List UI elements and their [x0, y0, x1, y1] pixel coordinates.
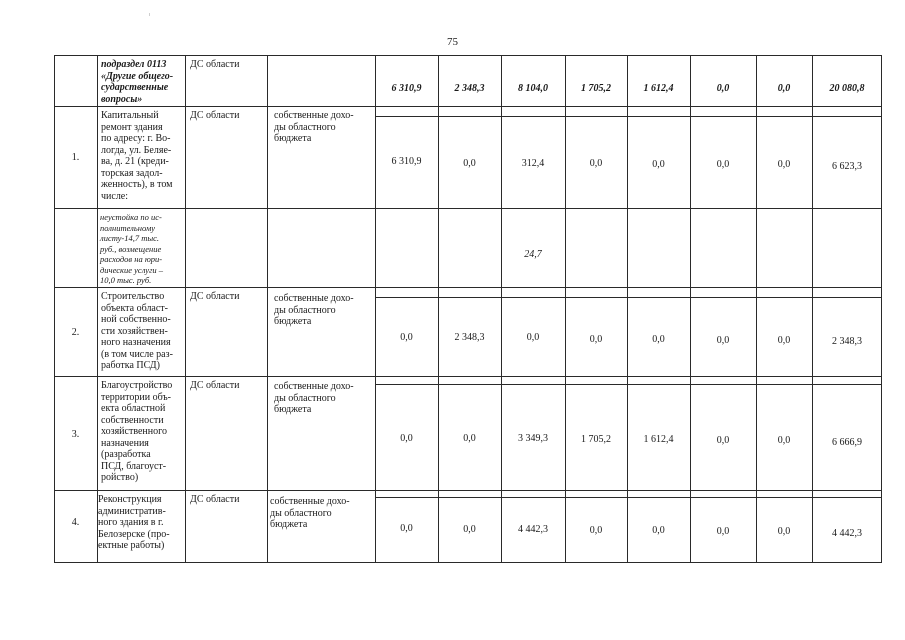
page-number: 75 [447, 36, 458, 48]
total-cell: 6 623,3 [832, 161, 862, 172]
value-cell: 0,0 [463, 158, 476, 169]
value-cell: 0,0 [777, 335, 791, 346]
value-cell: 0,0 [716, 159, 730, 170]
project-name: Капитальный ремонт здания по адресу: г. Во- логда, ул. Беляе- ва, д. 21 (креди- торская задол- женность), в том числе: [101, 110, 173, 202]
executor-cell: ДС области [190, 110, 240, 121]
row-divider [54, 287, 882, 288]
column-divider [565, 55, 566, 563]
total-cell: 6 666,9 [832, 437, 862, 448]
value-cell: 0,0 [716, 335, 730, 346]
value-cell: 2 348,3 [454, 332, 485, 343]
value-cell: 1 705,2 [581, 83, 611, 94]
value-cell: 0,0 [463, 433, 476, 444]
value-cell: 0,0 [777, 435, 791, 446]
row-number: 3. [71, 429, 80, 440]
column-divider [267, 55, 268, 563]
funding-source: собственные дохо- ды областного бюджета [274, 381, 354, 415]
column-divider [627, 55, 628, 563]
subsection-title: подраздел 0113 «Другие общего- сударственные вопросы» [101, 59, 174, 105]
total-cell: 4 442,3 [832, 528, 862, 539]
value-cell: 0,0 [400, 332, 413, 343]
value-cell: 0,0 [400, 433, 413, 444]
project-name: Реконструкция административ- ного здания в г. Белозерске (про- ектные работы) [98, 494, 170, 551]
value-cell: 0,0 [400, 523, 413, 534]
row-number: 2. [71, 327, 80, 338]
row-divider [375, 297, 882, 298]
column-divider [375, 55, 376, 563]
funding-source: собственные дохо- ды областного бюджета [274, 293, 354, 327]
value-cell: 0,0 [652, 159, 665, 170]
value-cell: 24,7 [524, 249, 542, 260]
row-divider [54, 376, 882, 377]
total-cell: 20 080,8 [829, 83, 865, 94]
value-cell: 2 348,3 [454, 83, 485, 94]
value-cell: 1 612,4 [643, 83, 674, 94]
value-cell: 1 612,4 [643, 434, 674, 445]
value-cell: 0,0 [589, 525, 603, 536]
value-cell: 0,0 [716, 83, 730, 94]
scan-mark [149, 13, 150, 16]
value-cell: 4 442,3 [518, 524, 548, 535]
column-divider [690, 55, 691, 563]
column-divider [501, 55, 502, 563]
row-divider [54, 106, 882, 107]
row-divider [54, 490, 882, 491]
executor-cell: ДС области [190, 291, 240, 302]
project-name: Строительство объекта област- ной собственно- сти хозяйствен- ного назначения (в том числе раз- работка ПСД) [101, 291, 173, 371]
column-divider [185, 55, 186, 563]
value-cell: 0,0 [777, 83, 791, 94]
value-cell: 8 104,0 [518, 83, 548, 94]
value-cell: 1 705,2 [581, 434, 611, 445]
value-cell: 0,0 [777, 526, 791, 537]
funding-source: собственные дохо- ды областного бюджета [274, 110, 354, 144]
row-number: 4. [71, 517, 80, 528]
funding-source: собственные дохо- ды областного бюджета [270, 496, 350, 530]
row-divider [375, 116, 882, 117]
value-cell: 312,4 [521, 158, 545, 169]
value-cell: 0,0 [526, 332, 540, 343]
row-divider [375, 384, 882, 385]
column-divider [756, 55, 757, 563]
value-cell: 6 310,9 [391, 83, 422, 94]
value-cell: 0,0 [652, 334, 665, 345]
project-name: Благоустройство территории объ- екта областной собственности хозяйственного назначения (разработка ПСД, благоуст- ройство) [101, 380, 173, 483]
value-cell: 0,0 [463, 524, 476, 535]
column-divider [438, 55, 439, 563]
note-text: неустойка по ис- полнительному листу-14,7 тыс. руб., возмещение расходов на юри- дические услуги – 10,0 тыс. руб. [100, 212, 164, 285]
value-cell: 3 349,3 [518, 433, 548, 444]
value-cell: 0,0 [716, 435, 730, 446]
executor-cell: ДС области [190, 494, 240, 505]
value-cell: 0,0 [777, 159, 791, 170]
value-cell: 0,0 [716, 526, 730, 537]
column-divider [97, 55, 98, 563]
value-cell: 0,0 [589, 158, 603, 169]
value-cell: 0,0 [652, 525, 665, 536]
value-cell: 0,0 [589, 334, 603, 345]
value-cell: 6 310,9 [391, 156, 422, 167]
row-divider [375, 497, 882, 498]
total-cell: 2 348,3 [832, 336, 862, 347]
executor-cell: ДС области [190, 59, 240, 70]
column-divider [812, 55, 813, 563]
row-number: 1. [71, 152, 80, 163]
row-divider [54, 208, 882, 209]
executor-cell: ДС области [190, 380, 240, 391]
